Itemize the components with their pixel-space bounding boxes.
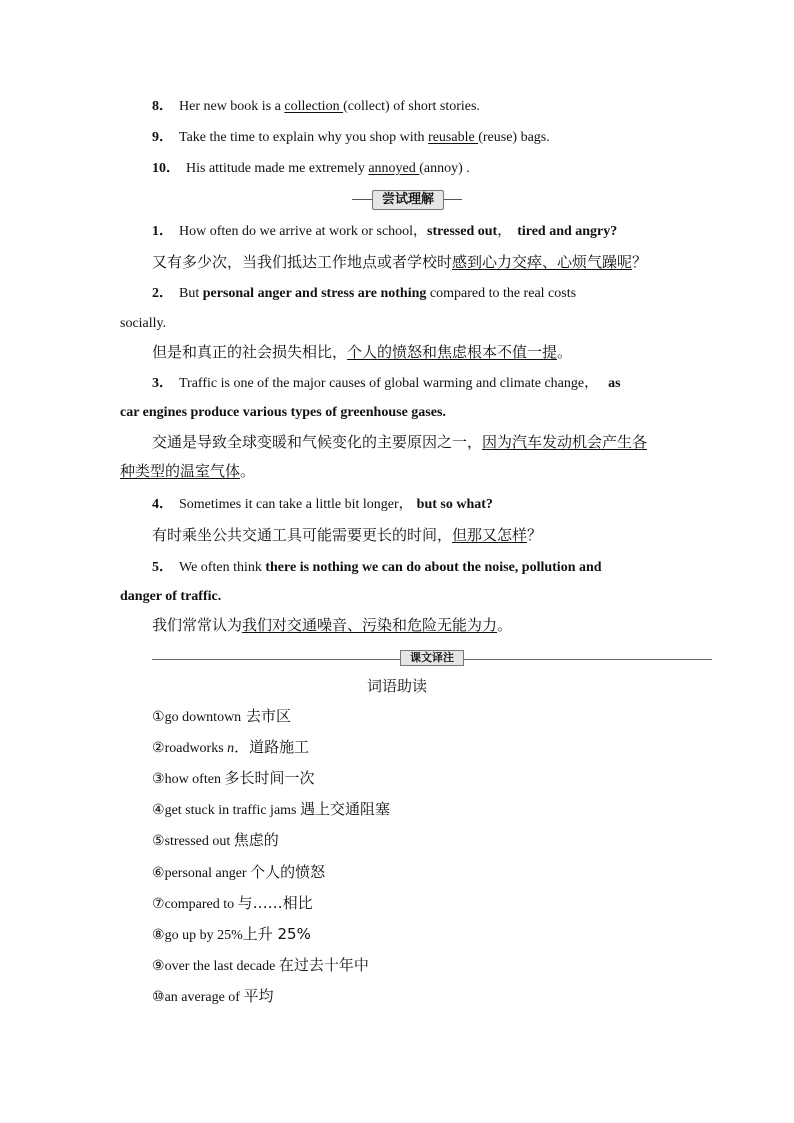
vocab-item: ⑨over the last decade 在过去十年中	[152, 956, 369, 974]
sentence-1-en: 1． How often do we arrive at work or school，stressed out， tired and angry?	[152, 224, 618, 239]
vocab-item: ②roadworks n．道路施工	[152, 738, 310, 756]
sentence-3-cn-cont: 种类型的温室气体。	[120, 462, 256, 480]
sentence-3-en-cont: car engines produce various types of greenhouse gases.	[120, 405, 446, 420]
vocab-item: ④get stuck in traffic jams 遇上交通阻塞	[152, 800, 391, 818]
sentence-1-cn: 又有多少次，当我们抵达工作地点或者学校时感到心力交瘁、心烦气躁呢？	[152, 253, 648, 271]
vocab-item: ⑧go up by 25%上升 25%	[152, 925, 311, 943]
vocab-item: ⑤stressed out 焦虑的	[152, 831, 279, 849]
sentence-3-cn: 交通是导致全球变暖和气候变化的主要原因之一，因为汽车发动机会产生各	[152, 433, 648, 451]
sentence-2-en-cont: socially.	[120, 316, 167, 331]
answer: collection	[284, 99, 344, 114]
sentence-5-cn: 我们常常认为我们对交通噪音、污染和危险无能为力。	[152, 616, 513, 634]
section-badge-try-understand: 尝试理解	[352, 190, 462, 210]
item-number: 10．	[152, 161, 180, 176]
vocab-item: ③how often 多长时间一次	[152, 769, 315, 787]
sentence-4-en: 4． Sometimes it can take a little bit longer， but so what?	[152, 497, 493, 512]
answer: reusable	[428, 130, 479, 145]
item-number: 8．	[152, 99, 173, 114]
sentence-5-en: 5． We often think there is nothing we can do about the noise, pollution and	[152, 560, 602, 575]
vocab-item: ①go downtown 去市区	[152, 707, 291, 725]
exercise-8: 8． Her new book is a collection (collect) of short stories.	[152, 99, 480, 114]
vocab-item: ⑦compared to 与……相比	[152, 894, 313, 912]
exercise-9: 9． Take the time to explain why you shop with reusable (reuse) bags.	[152, 130, 550, 145]
sentence-5-en-cont: danger of traffic.	[120, 589, 222, 604]
vocab-item: ⑥personal anger 个人的愤怒	[152, 863, 326, 881]
section-badge-text-notes: 课文译注	[400, 650, 464, 666]
item-number: 9．	[152, 130, 173, 145]
exercise-10: 10． His attitude made me extremely annoyed (annoy) .	[152, 161, 470, 176]
sentence-4-cn: 有时乘坐公共交通工具可能需要更长的时间，但那又怎样？	[152, 526, 543, 544]
vocab-item: ⑩an average of 平均	[152, 987, 274, 1005]
sentence-3-en: 3． Traffic is one of the major causes of global warming and climate change， as	[152, 376, 621, 391]
sentence-2-cn: 但是和真正的社会损失相比，个人的愤怒和焦虑根本不值一提。	[152, 343, 573, 361]
answer: annoyed	[368, 161, 420, 176]
vocab-heading: 词语助读	[366, 677, 427, 695]
sentence-2-en: 2． But personal anger and stress are nothing compared to the real costs	[152, 286, 577, 301]
